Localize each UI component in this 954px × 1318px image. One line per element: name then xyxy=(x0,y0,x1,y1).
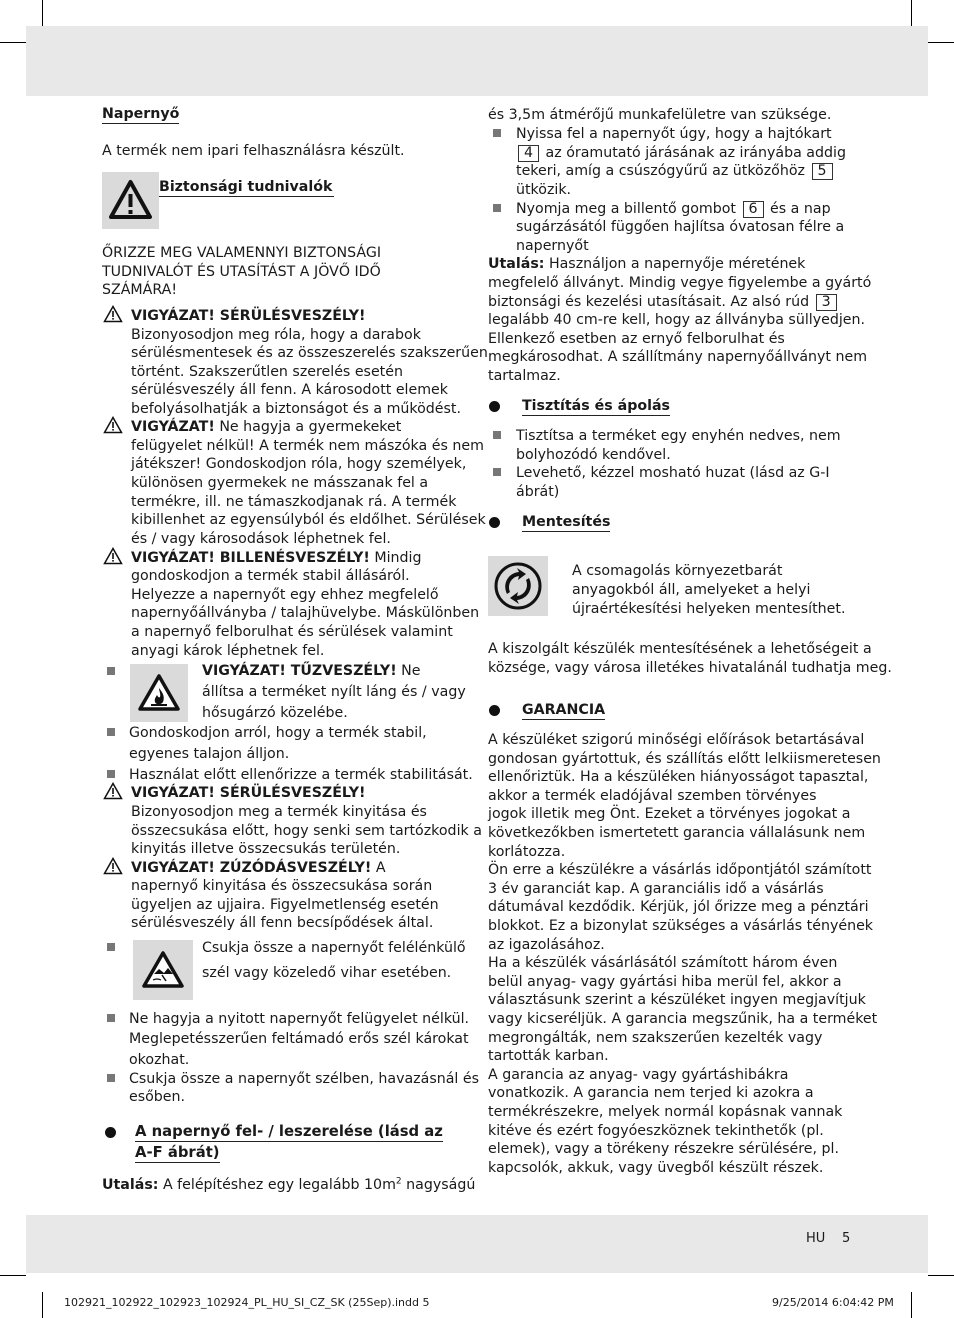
warranty-text-line: következőkben ismertetett garancia vállalásunk nem xyxy=(488,825,866,841)
stand-note-line: tartalmaz. xyxy=(488,368,561,384)
step-text-line: 4 az óramutató járásának az irányába addig xyxy=(516,144,846,163)
stand-note-line: legalább 40 cm-re kell, hogy az állványba süllyedjen. xyxy=(488,312,866,328)
warning-triangle-icon xyxy=(103,547,123,565)
warranty-text-line: A garancia az anyag- vagy gyártáshibákra xyxy=(488,1067,789,1083)
warning-text-line: kibillenhet az egyensúlyból és eldőlhet. Sérülések xyxy=(131,512,486,528)
step-text-line: napernyőt xyxy=(516,238,589,254)
section-bullet-dot xyxy=(489,401,500,412)
bullet-text-line: Meglepetésszerűen feltámadó erős szél károkat xyxy=(129,1031,469,1047)
warning-first-line: VIGYÁZAT! BILLENÉSVESZÉLY! Mindig xyxy=(131,550,422,566)
warning-text-line: a napernyő felborulhat és sérülések valamint xyxy=(131,624,453,640)
section-bullet-dot xyxy=(105,1127,116,1138)
warning-text-line: kinyitás illetve összecsukás területén. xyxy=(131,841,401,857)
square-bullet xyxy=(493,204,501,212)
stand-note-line: Utalás: Használjon a napernyője méretének xyxy=(488,256,806,272)
square-bullet xyxy=(107,667,115,675)
warning-text-line: napernyő kinyitása és összecsukása során xyxy=(131,878,433,894)
wind-text-line: szél vagy közeledő vihar esetében. xyxy=(202,965,452,981)
recycle-text-line: anyagokból áll, amelyeket a helyi xyxy=(572,582,811,598)
warranty-text-line: vagy kicseréljük. A garancia megszűnik, ha a terméket xyxy=(488,1011,878,1027)
warning-triangle-icon xyxy=(103,305,123,323)
cleaning-heading: Tisztítás és ápolás xyxy=(522,398,670,414)
section-bullet-dot xyxy=(489,705,500,716)
warranty-text-line: 3 év garanciát kap. A garanciális idő a vásárlás xyxy=(488,881,824,897)
stand-note-line: megfelelő állványt. Mindig vegye figyelembe a gyártó xyxy=(488,275,872,291)
warning-text-line: befolyásolhatják a biztonságot és a működést. xyxy=(131,401,461,417)
fire-warning-first-line: VIGYÁZAT! TŰZVESZÉLY! Ne xyxy=(202,663,421,679)
warranty-text-line: korlátozza. xyxy=(488,844,566,860)
warranty-text-line: blokkot. Ez a bizonylat szükséges a vásárlás tényének xyxy=(488,918,874,934)
crop-mark xyxy=(42,1292,43,1318)
step-text-line: sugárzásától függően hajlítsa óvatosan félre a xyxy=(516,219,845,235)
warning-label: VIGYÁZAT! SÉRÜLÉSVESZÉLY! xyxy=(131,308,366,324)
bullet-text-line: Ne hagyja a nyitott napernyőt felügyelet nélkül. xyxy=(129,1011,470,1027)
warranty-text-line: A készüléket szigorú minőségi előírások betartásával xyxy=(488,732,865,748)
warning-first-line: VIGYÁZAT! ZÚZÓDÁSVESZÉLY! A xyxy=(131,860,386,876)
square-bullet xyxy=(107,728,115,736)
warranty-text-line: Ha a készülék vásárlásától számított három éven xyxy=(488,955,838,971)
warning-text-line: felügyelet nélkül! A termék nem mászóka és nem xyxy=(131,438,484,454)
stand-note-line: Ellenkező esetben az ernyő felborulhat és xyxy=(488,331,785,347)
keep-notice-line: ŐRIZZE MEG VALAMENNYI BIZTONSÁGI xyxy=(102,245,382,261)
recycle-text-line: újraértékesítési helyeken mentesíthet. xyxy=(572,601,846,617)
intro-text: A termék nem ipari felhasználásra készült. xyxy=(102,143,405,159)
print-date: 9/25/2014 6:04:42 PM xyxy=(772,1296,894,1309)
recycle-text-line: A csomagolás környezetbarát xyxy=(572,563,783,579)
warning-text-line: sérülésveszély áll fenn. A károsodott elemek xyxy=(131,382,448,398)
page-number: 5 xyxy=(842,1231,851,1246)
warranty-text-line: tartották karban. xyxy=(488,1048,609,1064)
warranty-text-line: kapcsolók, akkuk, vagy üvegből készült részek. xyxy=(488,1160,824,1176)
crop-mark xyxy=(42,0,43,26)
warning-text-line: sérülésmentesek és az összeszerelés szakszerűen xyxy=(131,345,488,361)
warning-text-line: összecsukása előtt, hogy senki sem tartózkodik a xyxy=(131,823,482,839)
warning-text-line: termékre, ill. ne támaszkodjanak rá. A termék xyxy=(131,494,457,510)
page-title: Napernyő xyxy=(102,106,180,122)
warranty-text-line: termékrészekre, melyek normál kopásnak vannak xyxy=(488,1104,843,1120)
file-info: 102921_102922_102923_102924_PL_HU_SI_CZ_SK (25Sep).indd 5 xyxy=(64,1296,430,1309)
warranty-text-line: az igazolásához. xyxy=(488,937,605,953)
fire-warning-text-line: állítsa a terméket nyílt láng és / vagy xyxy=(202,684,466,700)
assembly-note: Utalás: A felépítéshez egy legalább $10m^2$ nagyságú xyxy=(102,1176,476,1193)
warranty-text-line: belül anyag- vagy gyártási hiba merül fel, akkor a xyxy=(488,974,842,990)
warning-first-line: VIGYÁZAT! Ne hagyja a gyermekeket xyxy=(131,419,402,435)
safety-warning-icon xyxy=(102,172,159,229)
bullet-text-line: egyenes talajon álljon. xyxy=(129,746,290,762)
cleaning-text-line: Levehető, kézzel mosható huzat (lásd az G-I xyxy=(516,465,830,481)
ref-box-4: 4 xyxy=(518,145,539,162)
ref-box-5: 5 xyxy=(812,163,833,180)
disposal-text-line: A kiszolgált készülék mentesítésének a lehetőségeit a xyxy=(488,641,872,657)
wind-text-line: Csukja össze a napernyőt felélénkülő xyxy=(202,940,466,956)
warranty-text-line: választásunk szerint a készüléket ingyen megjavítjuk xyxy=(488,992,866,1008)
crop-mark xyxy=(928,42,954,43)
warning-text-line: Helyezze a napernyőt egy ehhez megfelelő xyxy=(131,587,439,603)
square-bullet xyxy=(107,943,115,951)
recycling-icon xyxy=(488,556,548,616)
square-bullet xyxy=(493,468,501,476)
bullet-text-line: Csukja össze a napernyőt szélben, havazásnál és xyxy=(129,1071,479,1087)
safety-heading: Biztonsági tudnivalók xyxy=(159,179,333,195)
stand-note-line: megkárosodhat. A szállítmány napernyőállványt nem xyxy=(488,349,868,365)
warranty-text-line: jogok illetik meg Önt. Ezeket a törvényes jogokat a xyxy=(488,806,851,822)
ref-box-3: 3 xyxy=(816,294,837,311)
warning-text-line: anyagi károk léphetnek fel. xyxy=(131,643,325,659)
warranty-text-line: vonatkozik. A garancia nem terjed ki azokra a xyxy=(488,1085,814,1101)
keep-notice-line: TUDNIVALÓT ÉS UTASÍTÁST A JÖVŐ IDŐ xyxy=(102,264,381,280)
warranty-text-line: megrongálták, nem szakszerűen kezelték vagy xyxy=(488,1030,823,1046)
square-bullet xyxy=(493,129,501,137)
section-bullet-dot xyxy=(489,517,500,528)
square-bullet xyxy=(107,1014,115,1022)
warning-triangle-icon xyxy=(103,782,123,800)
cleaning-text-line: Tisztítsa a terméket egy enyhén nedves, nem xyxy=(516,428,841,444)
warning-text-line: napernyőállványba / talajhüvelybe. Máskülönben xyxy=(131,605,480,621)
warning-text-line: ügyeljen az ujjaira. Figyelmetlenség esetén xyxy=(131,897,439,913)
square-bullet xyxy=(107,1074,115,1082)
crop-mark xyxy=(911,0,912,26)
warning-text-line: Bizonyosodjon meg róla, hogy a darabok xyxy=(131,327,421,343)
header-band xyxy=(26,26,928,96)
warning-triangle-icon xyxy=(103,857,123,875)
keep-notice-line: SZÁMÁRA! xyxy=(102,282,178,298)
crop-mark xyxy=(928,1275,954,1276)
warning-triangle-icon xyxy=(103,416,123,434)
flame-warning-icon xyxy=(130,664,188,722)
warning-text-line: Bizonyosodjon meg a termék kinyitása és xyxy=(131,804,427,820)
square-bullet xyxy=(493,431,501,439)
assembly-note-continued: és 3,5m átmérőjű munkafelületre van szüksége. xyxy=(488,107,832,123)
warranty-text-line: akkor a termék eladójával szemben törvényes xyxy=(488,788,817,804)
warning-text-line: és / vagy károsodások léphetnek fel. xyxy=(131,531,391,547)
crop-mark xyxy=(0,1275,26,1276)
assembly-heading-line: A napernyő fel- / leszerelése (lásd az xyxy=(135,1123,443,1140)
wind-warning-icon xyxy=(133,940,193,1000)
fire-warning-text-line: hősugárzó közelébe. xyxy=(202,705,348,721)
disposal-heading: Mentesítés xyxy=(522,514,611,530)
square-bullet xyxy=(107,770,115,778)
bullet-text-line: esőben. xyxy=(129,1089,186,1105)
warning-text-line: sérülésveszély áll fenn becsípődések által. xyxy=(131,915,434,931)
bullet-text-line: Használat előtt ellenőrizze a termék stabilitását. xyxy=(129,767,473,783)
warranty-text-line: ellenőriztük. Ha a készüléken hiányosságot tapasztal, xyxy=(488,769,869,785)
disposal-text-line: községe, vagy városa illetékes hivatalánál tudhatja meg. xyxy=(488,660,892,676)
warranty-text-line: gondosan gyártottuk, és szállítás előtt lelkiismeretesen xyxy=(488,751,881,767)
bullet-text-line: Gondoskodjon arról, hogy a termék stabil, xyxy=(129,725,427,741)
language-code: HU xyxy=(806,1231,826,1246)
crop-mark xyxy=(911,1292,912,1318)
crop-mark xyxy=(0,42,26,43)
step-text-line: ütközik. xyxy=(516,182,572,198)
warranty-text-line: dátumával kezdődik. Kérjük, jól őrizze meg a pénztári xyxy=(488,899,869,915)
step-text-line: Nyissa fel a napernyőt úgy, hogy a hajtókart xyxy=(516,126,832,142)
warning-text-line: különösen gyermekek ne másszanak fel a xyxy=(131,475,429,491)
warning-text-line: játékszer! Gondoskodjon róla, hogy személyek, xyxy=(131,456,467,472)
footer-band xyxy=(26,1215,928,1273)
step-text-line: Nyomja meg a billentő gombot 6 és a nap xyxy=(516,201,831,217)
warning-label: VIGYÁZAT! SÉRÜLÉSVESZÉLY! xyxy=(131,785,366,801)
warning-text-line: történt. Szakszerűtlen szerelés esetén xyxy=(131,364,403,380)
cleaning-text-line: bolyhozódó kendővel. xyxy=(516,447,671,463)
warning-text-line: gondoskodjon a termék stabil állásáról. xyxy=(131,568,410,584)
cleaning-text-line: ábrát) xyxy=(516,484,560,500)
step-text-line: tekeri, amíg a csúszógyűrű az ütközőhöz 5 xyxy=(516,162,835,181)
ref-box-6: 6 xyxy=(743,201,764,218)
assembly-heading-line: A-F ábrát) xyxy=(135,1144,220,1161)
warranty-heading: GARANCIA xyxy=(522,702,606,718)
warranty-text-line: elemek), vagy a törékeny részekre sérülésére, pl. xyxy=(488,1141,840,1157)
warranty-text-line: Ön erre a készülékre a vásárlás időpontjától számított xyxy=(488,862,872,878)
bullet-text-line: okozhat. xyxy=(129,1052,190,1068)
warranty-text-line: kitéve és ezért fogyóeszköznek tekinthetők (pl. xyxy=(488,1123,824,1139)
stand-note-line: biztonsági és kezelési utasításait. Az alsó rúd 3 xyxy=(488,293,839,312)
